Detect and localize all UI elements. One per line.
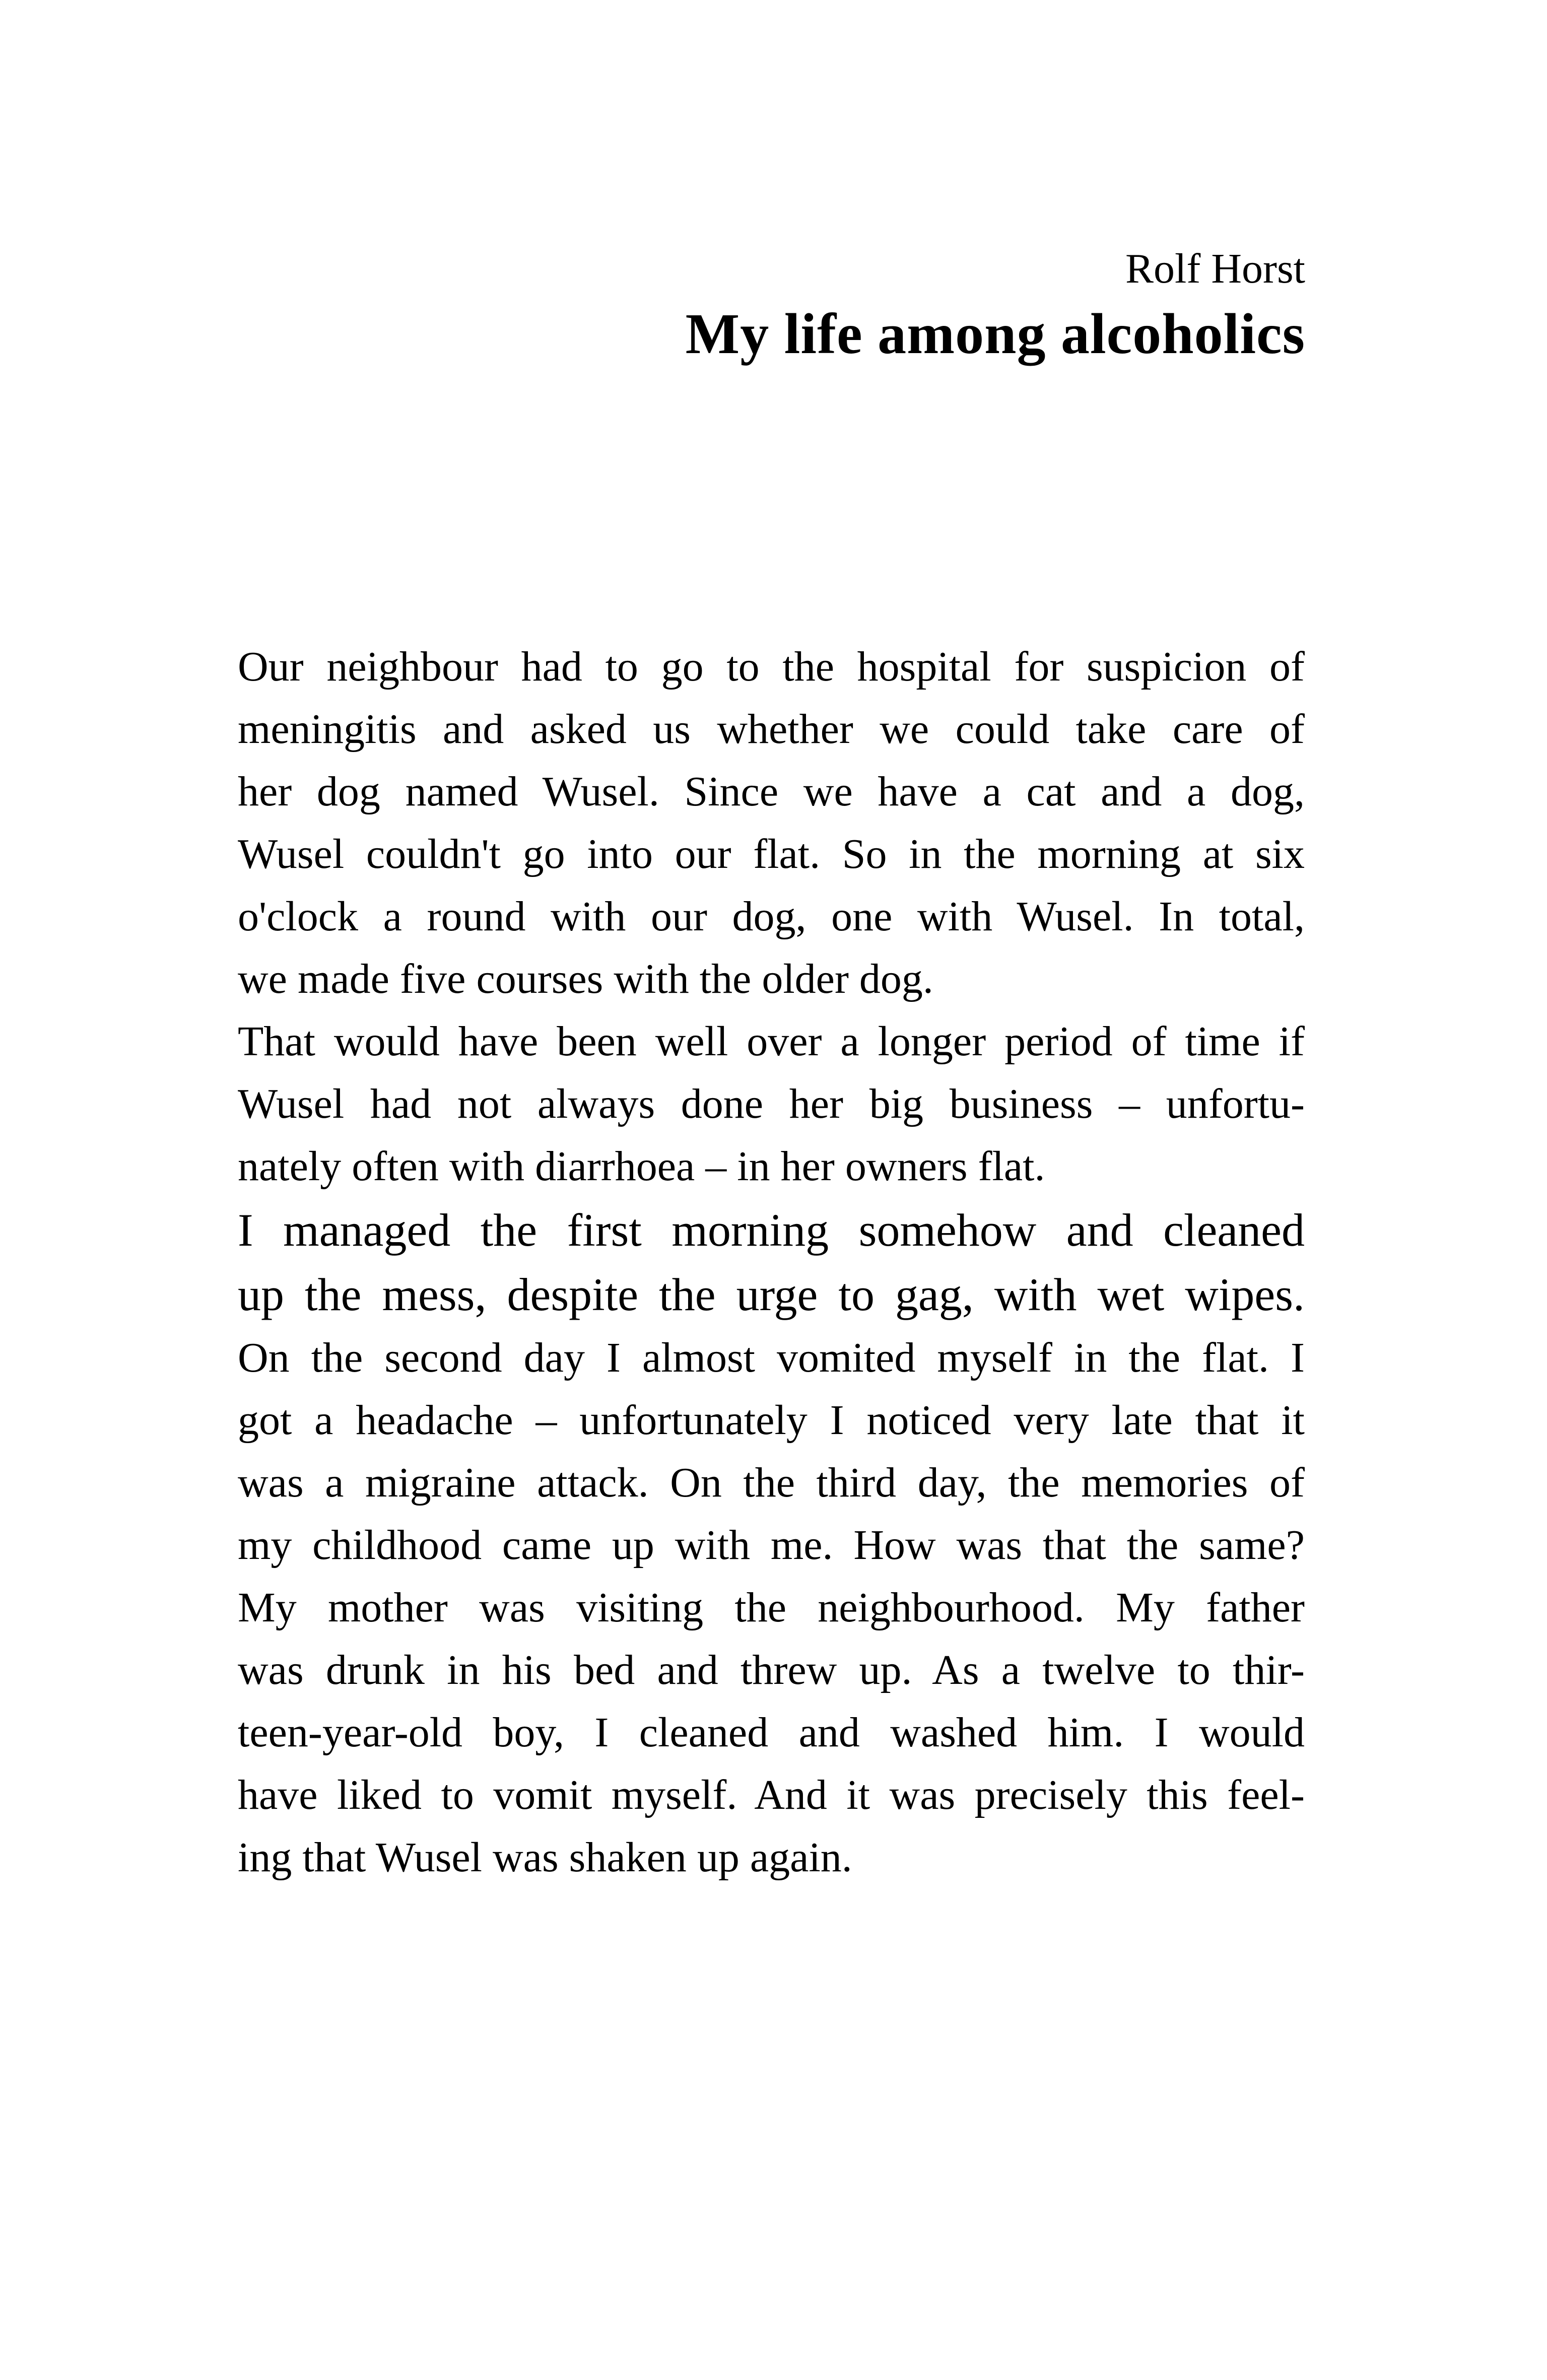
text-line: nately often with diarrhoea – in her owners flat. xyxy=(238,1143,1045,1190)
chapter-title: My life among alcoholics xyxy=(685,302,1305,366)
text-line: meningitis and asked us whether we could take care of xyxy=(238,706,1305,753)
text-line: o'clock a round with our dog, one with Wusel. In total, xyxy=(238,893,1305,940)
text-line: teen-year-old boy, I cleaned and washed him. I would xyxy=(238,1709,1305,1756)
text-line: Wusel had not always done her big business – unfortu- xyxy=(238,1080,1305,1127)
text-line: ing that Wusel was shaken up again. xyxy=(238,1834,852,1881)
body-text xyxy=(238,636,1305,1889)
paragraph-4 xyxy=(238,1327,1305,1889)
text-line: was a migraine attack. On the third day, the memories of xyxy=(238,1459,1305,1506)
page-header xyxy=(499,244,1305,367)
text-line: got a headache – unfortunately I noticed very late that it xyxy=(238,1397,1305,1444)
text-line: On the second day I almost vomited myself in the flat. I xyxy=(238,1334,1305,1381)
text-line: have liked to vomit myself. And it was precisely this feel- xyxy=(238,1772,1305,1818)
text-line: My mother was visiting the neighbourhood. My father xyxy=(238,1584,1305,1631)
text-line: Our neighbour had to go to the hospital for suspicion of xyxy=(238,643,1305,690)
text-line: That would have been well over a longer period of time if xyxy=(238,1018,1305,1065)
text-line: Wusel couldn't go into our flat. So in the morning at six xyxy=(238,831,1305,877)
text-line: up the mess, despite the urge to gag, with wet wipes. xyxy=(238,1269,1305,1320)
text-line: was drunk in his bed and threw up. As a twelve to thir- xyxy=(238,1647,1305,1693)
text-line: we made five courses with the older dog. xyxy=(238,956,933,1002)
paragraph-1 xyxy=(238,636,1305,1010)
text-line: my childhood came up with me. How was that the same? xyxy=(238,1522,1305,1569)
text-line: her dog named Wusel. Since we have a cat and a dog, xyxy=(238,768,1305,815)
paragraph-3 xyxy=(238,1198,1305,1327)
paragraph-2 xyxy=(238,1010,1305,1198)
author-name: Rolf Horst xyxy=(1125,245,1305,292)
text-line: I managed the first morning somehow and cleaned xyxy=(238,1204,1305,1256)
